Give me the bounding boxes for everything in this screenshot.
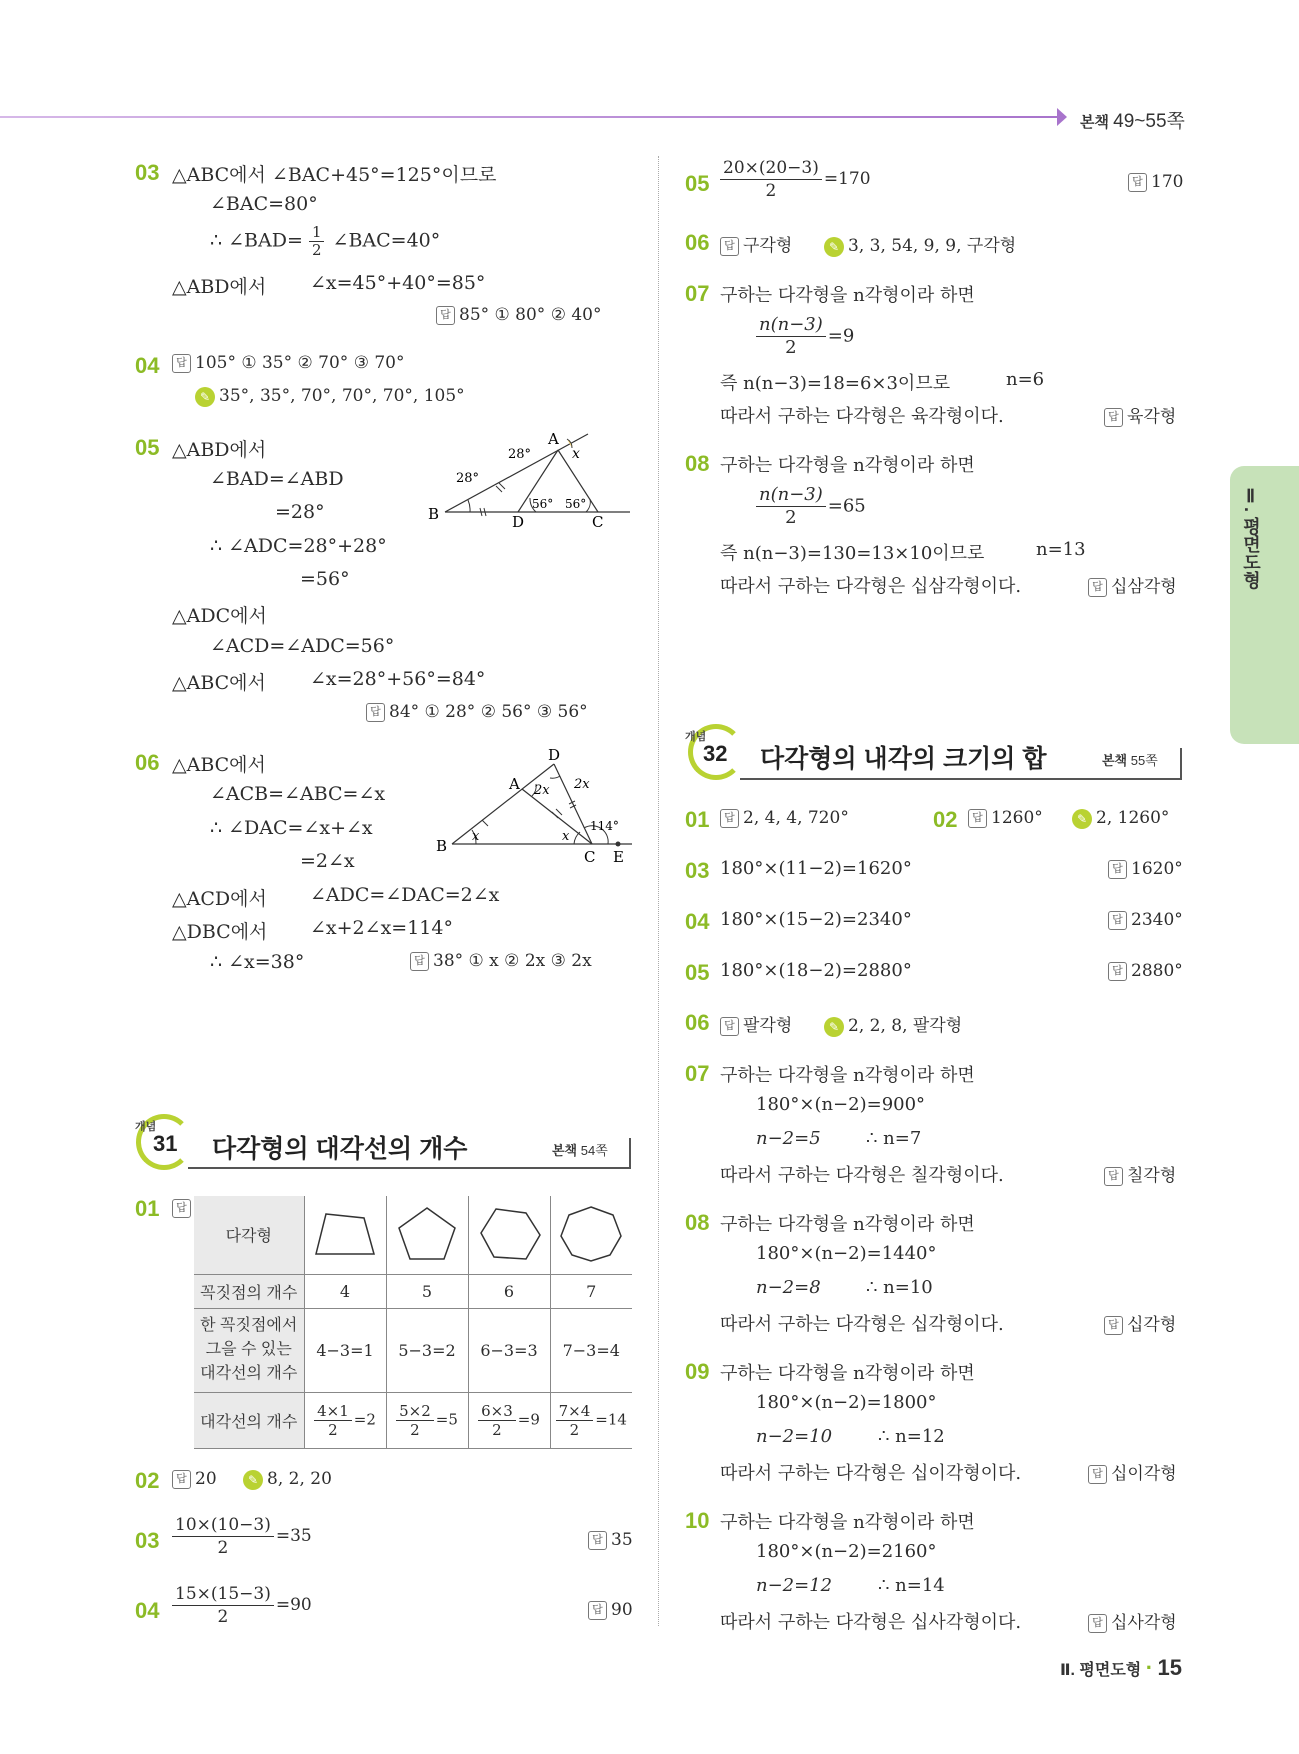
p03-answer-text: 1620°: [1131, 859, 1183, 879]
from-one-5: 5−3=2: [386, 1308, 468, 1392]
q03b-den: 2: [217, 1538, 229, 1558]
q04b-answer-text: 90: [611, 1600, 633, 1620]
diag-5-num: 5×2: [396, 1402, 434, 1421]
sec31-ref-page: 54쪽: [580, 1143, 608, 1158]
q03-line4a: △ABD에서: [172, 276, 267, 298]
q04b-den: 2: [217, 1607, 229, 1627]
r-q07-number: 07: [685, 281, 710, 306]
q03-half-num: 1: [309, 224, 325, 242]
p08-number: 08: [685, 1210, 710, 1235]
answer-badge-icon: 답: [1104, 1316, 1123, 1335]
diag-4-res: =2: [353, 1410, 376, 1428]
sec32-gaenyeom: 개념: [685, 731, 707, 743]
q04b-result: =90: [275, 1595, 312, 1615]
r-q07-equation: [756, 314, 854, 359]
side-tab-label: Ⅱ. 평면도형: [1241, 486, 1261, 590]
p07-line3b: ∴ n=7: [866, 1128, 922, 1149]
p03-number: 03: [685, 858, 710, 883]
q05-fig-x: x: [572, 446, 580, 462]
answer-badge-icon: 답: [1108, 962, 1127, 981]
r-q05-number: 05: [685, 171, 710, 196]
q05-answer: [366, 702, 588, 722]
p01-number: 01: [685, 807, 710, 832]
q04-number: 04: [135, 353, 160, 378]
hexagon-shape: [468, 1196, 550, 1274]
r-q07-result: =9: [827, 325, 855, 347]
answer-badge-icon: 답: [366, 703, 385, 722]
q05-line8a: △ABC에서: [172, 672, 266, 694]
pencil-icon: ✎: [243, 1470, 263, 1490]
answer-badge-icon: 답: [1088, 578, 1107, 597]
answer-badge-icon: 답: [720, 237, 739, 256]
r-q07-line4: 따라서 구하는 다각형은 육각형이다.: [720, 406, 1004, 427]
q06-triangle-figure: [432, 748, 632, 866]
row-label-from-one-vertex-3: 대각선의 개수: [200, 1365, 298, 1382]
diag-4-den: 2: [328, 1420, 338, 1439]
vertices-4: 4: [304, 1274, 386, 1308]
p05-equation: 180°×(18−2)=2880°: [720, 960, 912, 981]
p08-line3a: n−2=8: [756, 1277, 821, 1298]
q06-answer: [410, 951, 592, 971]
p02-number: 02: [933, 807, 958, 832]
q03-half: [309, 224, 325, 259]
sec32-end-mark: [1180, 748, 1182, 780]
q02-solution: [243, 1469, 332, 1490]
answer-badge-icon: 답: [720, 1017, 739, 1036]
p09-line4: 따라서 구하는 다각형은 십이각형이다.: [720, 1463, 1022, 1484]
p05-answer: [1108, 961, 1183, 981]
p01-answer: [720, 808, 849, 828]
sec32-number: 32: [703, 741, 728, 766]
r-q06-solution: [824, 231, 1016, 257]
q06-line7: ∴ ∠x=38°: [210, 951, 305, 973]
q04b-number: 04: [135, 1598, 160, 1623]
q05-fig-C: C: [592, 513, 604, 528]
q05-fig-angle-28a: 28°: [456, 471, 480, 486]
q02-solution-text: 8, 2, 20: [267, 1469, 332, 1489]
p08-line4: 따라서 구하는 다각형은 십각형이다.: [720, 1314, 1004, 1335]
q03b-answer-text: 35: [611, 1530, 633, 1550]
p03-equation: 180°×(11−2)=1620°: [720, 858, 912, 879]
r-q07-answer-text: 육각형: [1127, 407, 1177, 426]
diag-5-den: 2: [410, 1420, 420, 1439]
column-divider: [658, 156, 659, 1626]
sec32-ref-label: 본책: [1102, 753, 1128, 768]
vertices-6: 6: [468, 1274, 550, 1308]
row-label-vertices: 꼭짓점의 개수: [194, 1274, 304, 1308]
header-ref-label: 본책: [1080, 114, 1109, 131]
p07-line4: 따라서 구하는 다각형은 칠각형이다.: [720, 1165, 1004, 1186]
q03-line2: ∠BAC=80°: [210, 193, 318, 215]
p07-line3a: n−2=5: [756, 1128, 821, 1149]
q06-fig-C: C: [584, 848, 596, 866]
answer-badge-icon: 답: [1108, 860, 1127, 879]
r-q05-den: 2: [765, 181, 777, 201]
answer-badge-icon: 답: [436, 306, 455, 325]
q02-number: 02: [135, 1468, 160, 1493]
q06-line5b: ∠ADC=∠DAC=2∠x: [310, 884, 500, 906]
r-q08-number: 08: [685, 451, 710, 476]
p10-line3b: ∴ n=14: [878, 1575, 945, 1596]
q03b-answer: [588, 1530, 633, 1550]
q03b-equation: [172, 1514, 312, 1559]
p06-number: 06: [685, 1010, 710, 1035]
q05-line6: △ADC에서: [172, 605, 267, 627]
p10-line4: 따라서 구하는 다각형은 십사각형이다.: [720, 1612, 1022, 1633]
p10-line3a: n−2=12: [756, 1575, 833, 1596]
pentagon-shape: [386, 1196, 468, 1274]
from-one-6: 6−3=3: [468, 1308, 550, 1392]
q06-number: 06: [135, 750, 160, 775]
r-q05-equation: [720, 157, 871, 202]
q04-answer: [172, 353, 405, 373]
sec31-gaenyeom: 개념: [135, 1121, 157, 1133]
answer-badge-icon: 답: [172, 1470, 191, 1489]
q03-answer: [436, 305, 602, 325]
diag-6-num: 6×3: [478, 1402, 516, 1421]
sec31-underline: [188, 1167, 630, 1169]
p08-answer: [1104, 1310, 1176, 1335]
q05-fig-A: A: [548, 430, 559, 448]
diag-5-res: =5: [435, 1410, 458, 1428]
p04-number: 04: [685, 909, 710, 934]
q05-answer-text: 84° ① 28° ② 56° ③ 56°: [389, 702, 588, 722]
p07-line2: 180°×(n−2)=900°: [756, 1094, 926, 1115]
r-q07-line3b: n=6: [1006, 369, 1045, 390]
pencil-icon: ✎: [195, 387, 215, 407]
p06-solution-text: 2, 2, 8, 팔각형: [848, 1016, 963, 1036]
q06-line6a: △DBC에서: [172, 921, 268, 943]
diag-6: [468, 1392, 550, 1448]
p10-answer-text: 십사각형: [1111, 1613, 1177, 1632]
footer-chapter: Ⅱ. 평면도형: [1060, 1662, 1142, 1679]
r-q06-answer: [720, 231, 792, 256]
r-q05-answer: [1128, 172, 1183, 192]
q02-answer-text: 20: [195, 1469, 217, 1489]
heptagon-shape: [550, 1196, 632, 1274]
sec32-ref: [1102, 750, 1158, 769]
p09-number: 09: [685, 1359, 710, 1384]
p10-line2: 180°×(n−2)=2160°: [756, 1541, 937, 1562]
row-label-from-one-vertex-1: 한 꼭짓점에서: [200, 1317, 298, 1334]
diag-4: [304, 1392, 386, 1448]
q05-line4: ∴ ∠ADC=28°+28°: [210, 535, 387, 557]
q02-answer: [172, 1469, 217, 1489]
q05-fig-angle-28b: 28°: [508, 447, 532, 462]
q05-fig-angle-56a: 56°: [532, 497, 554, 511]
p08-line1: 구하는 다각형을 n각형이라 하면: [720, 1214, 975, 1235]
q04-solution: [195, 386, 465, 407]
row-label-from-one-vertex: [194, 1308, 304, 1392]
vertices-5: 5: [386, 1274, 468, 1308]
diag-6-den: 2: [492, 1420, 502, 1439]
p09-line3a: n−2=10: [756, 1426, 833, 1447]
diag-6-res: =9: [517, 1410, 540, 1428]
q03-line1: △ABC에서 ∠BAC+45°=125°이므로: [172, 164, 497, 186]
p06-answer: [720, 1011, 792, 1036]
q06-fig-2x-a: 2x: [534, 783, 550, 798]
answer-badge-icon: 답: [1128, 173, 1147, 192]
q03-line4b: ∠x=45°+40°=85°: [310, 272, 486, 294]
p05-number: 05: [685, 960, 710, 985]
footer-dot: ·: [1145, 1655, 1154, 1680]
r-q08-den: 2: [785, 507, 797, 528]
p07-number: 07: [685, 1061, 710, 1086]
q05-line8b: ∠x=28°+56°=84°: [310, 668, 486, 690]
p06-answer-text: 팔각형: [743, 1016, 793, 1035]
q01-number: 01: [135, 1196, 160, 1221]
p09-line2: 180°×(n−2)=1800°: [756, 1392, 937, 1413]
pencil-icon: ✎: [824, 1017, 844, 1037]
q03b-number: 03: [135, 1528, 160, 1553]
q03-line3-b: ∠BAC=40°: [332, 229, 441, 252]
sec31-end-mark: [629, 1138, 631, 1169]
r-q07-line3a: 즉 n(n−3)=18=6×3이므로: [720, 373, 951, 394]
diag-4-num: 4×1: [314, 1402, 352, 1421]
p08-line2: 180°×(n−2)=1440°: [756, 1243, 937, 1264]
pencil-icon: ✎: [1072, 809, 1092, 829]
from-one-4: 4−3=1: [304, 1308, 386, 1392]
p02-answer-text: 1260°: [991, 808, 1043, 828]
r-q05-answer-text: 170: [1151, 172, 1184, 192]
answer-badge-icon: 답: [1088, 1614, 1107, 1633]
q05-number: 05: [135, 435, 160, 460]
p10-number: 10: [685, 1508, 710, 1533]
q03b-num: 10×(10−3): [172, 1514, 274, 1537]
p08-line3b: ∴ n=10: [866, 1277, 933, 1298]
q06-line3: ∴ ∠DAC=∠x+∠x: [210, 817, 373, 839]
q03-number: 03: [135, 160, 160, 185]
r-q08-line1: 구하는 다각형을 n각형이라 하면: [720, 455, 975, 476]
answer-badge-icon: 답: [588, 1601, 607, 1620]
q06-answer-text: 38° ① x ② 2x ③ 2x: [433, 951, 592, 971]
sec32-underline: [740, 778, 1182, 780]
q05-line2: ∠BAD=∠ABD: [210, 468, 344, 490]
sec31-ref-label: 본책: [552, 1143, 578, 1158]
p08-answer-text: 십각형: [1127, 1315, 1177, 1334]
q03-answer-text: 85° ① 80° ② 40°: [459, 305, 602, 325]
q05-line1: △ABD에서: [172, 439, 267, 461]
p09-line3b: ∴ n=12: [878, 1426, 945, 1447]
p04-answer: [1108, 910, 1183, 930]
p02-solution-text: 2, 1260°: [1096, 808, 1170, 828]
q04b-answer: [588, 1600, 633, 1620]
r-q08-result: =65: [827, 495, 866, 517]
header-arrow-icon: [1057, 108, 1067, 126]
q05-line3: =28°: [275, 501, 325, 523]
diagonal-table: [194, 1196, 632, 1449]
p09-answer-text: 십이각형: [1111, 1464, 1177, 1483]
from-one-7: 7−3=4: [550, 1308, 632, 1392]
q06-fig-E: E: [613, 848, 624, 866]
q06-fig-D: D: [548, 748, 561, 764]
q06-fig-x1: x: [472, 829, 480, 844]
p06-solution: [824, 1011, 962, 1037]
r-q08-answer-text: 십삼각형: [1111, 577, 1177, 596]
header-page-ref: [1080, 106, 1185, 133]
q05-triangle-figure: [420, 428, 635, 528]
q03-line3-a: ∴ ∠BAD=: [210, 229, 303, 252]
r-q07-num: n(n−3): [756, 314, 826, 337]
p05-answer-text: 2880°: [1131, 961, 1183, 981]
r-q08-line4: 따라서 구하는 다각형은 십삼각형이다.: [720, 576, 1022, 597]
q06-fig-2x-b: 2x: [574, 777, 590, 792]
q05-fig-B: B: [428, 505, 440, 523]
answer-badge-icon: 답: [968, 809, 987, 828]
q06-fig-114: 114°: [590, 819, 619, 833]
r-q08-line3b: n=13: [1036, 539, 1086, 560]
p04-equation: 180°×(15−2)=2340°: [720, 909, 912, 930]
diag-7: [550, 1392, 632, 1448]
q06-line2: ∠ACB=∠ABC=∠x: [210, 783, 386, 805]
diag-7-den: 2: [569, 1420, 580, 1439]
answer-badge-icon: 답: [1104, 408, 1123, 427]
r-q08-answer: [1088, 572, 1177, 597]
p03-answer: [1108, 859, 1183, 879]
q01-answer-badge: [172, 1198, 195, 1218]
r-q08-num: n(n−3): [756, 484, 826, 507]
sec31-ref: [552, 1140, 608, 1159]
row-label-polygon: 다각형: [194, 1196, 304, 1274]
r-q08-line3a: 즉 n(n−3)=130=13×10이므로: [720, 543, 985, 564]
q04-solution-text: 35°, 35°, 70°, 70°, 70°, 105°: [219, 386, 465, 406]
answer-badge-icon: 답: [410, 952, 429, 971]
sec32-title: 다각형의 내각의 크기의 합: [760, 745, 1047, 773]
q04b-num: 15×(15−3): [172, 1583, 274, 1606]
q05-fig-angle-56b: 56°: [565, 497, 587, 511]
header-rule: [0, 116, 1060, 118]
answer-badge-icon: 답: [172, 1199, 191, 1218]
answer-badge-icon: 답: [588, 1531, 607, 1550]
p09-line1: 구하는 다각형을 n각형이라 하면: [720, 1363, 975, 1384]
diag-7-num: 7×4: [556, 1402, 594, 1421]
r-q07-answer: [1104, 402, 1176, 427]
p02-answer: [968, 808, 1043, 828]
q06-line1: △ABC에서: [172, 754, 266, 776]
pencil-icon: ✎: [824, 237, 844, 257]
answer-badge-icon: 답: [720, 809, 739, 828]
p07-line1: 구하는 다각형을 n각형이라 하면: [720, 1065, 975, 1086]
sec31-title: 다각형의 대각선의 개수: [212, 1135, 468, 1163]
p10-answer: [1088, 1608, 1177, 1633]
q03-half-den: 2: [311, 241, 322, 259]
quadrilateral-shape: [304, 1196, 386, 1274]
r-q06-answer-text: 구각형: [743, 236, 793, 255]
q05-fig-D: D: [512, 513, 525, 528]
p07-answer-text: 칠각형: [1127, 1166, 1177, 1185]
r-q07-den: 2: [785, 337, 797, 358]
q03b-result: =35: [275, 1526, 312, 1546]
footer-page-number: 15: [1157, 1655, 1182, 1680]
q06-fig-B: B: [436, 837, 448, 855]
answer-badge-icon: 답: [1108, 911, 1127, 930]
sec31-number: 31: [153, 1131, 178, 1156]
q03-line3: [210, 224, 440, 259]
q04-answer-text: 105° ① 35° ② 70° ③ 70°: [195, 353, 405, 373]
p04-answer-text: 2340°: [1131, 910, 1183, 930]
q05-line5: =56°: [300, 568, 350, 590]
r-q06-number: 06: [685, 230, 710, 255]
q06-fig-A: A: [509, 775, 520, 793]
answer-badge-icon: 답: [1104, 1167, 1123, 1186]
r-q05-num: 20×(20−3): [720, 157, 822, 180]
p01-answer-text: 2, 4, 4, 720°: [743, 808, 849, 828]
row-label-diagonals: 대각선의 개수: [194, 1392, 304, 1448]
r-q08-equation: [756, 484, 866, 529]
r-q05-result: =170: [823, 169, 871, 189]
q06-line6b: ∠x+2∠x=114°: [310, 917, 453, 939]
q05-line7: ∠ACD=∠ADC=56°: [210, 635, 395, 657]
r-q07-line1: 구하는 다각형을 n각형이라 하면: [720, 285, 975, 306]
answer-badge-icon: 답: [1088, 1465, 1107, 1484]
p09-answer: [1088, 1459, 1177, 1484]
p07-answer: [1104, 1161, 1176, 1186]
p10-line1: 구하는 다각형을 n각형이라 하면: [720, 1512, 975, 1533]
vertices-7: 7: [550, 1274, 632, 1308]
row-label-from-one-vertex-2: 그을 수 있는: [205, 1341, 292, 1358]
q06-line4: =2∠x: [300, 850, 355, 872]
header-ref-pages: 49~55쪽: [1113, 111, 1185, 132]
q06-line5a: △ACD에서: [172, 888, 267, 910]
diag-7-res: =14: [595, 1410, 627, 1428]
r-q06-solution-text: 3, 3, 54, 9, 9, 구각형: [848, 236, 1017, 256]
p02-solution: [1072, 808, 1169, 829]
sec32-ref-page: 55쪽: [1130, 753, 1158, 768]
diag-5: [386, 1392, 468, 1448]
q04b-equation: [172, 1583, 312, 1628]
answer-badge-icon: 답: [172, 354, 191, 373]
footer: [1060, 1655, 1182, 1681]
q06-fig-x2: x: [562, 829, 570, 844]
